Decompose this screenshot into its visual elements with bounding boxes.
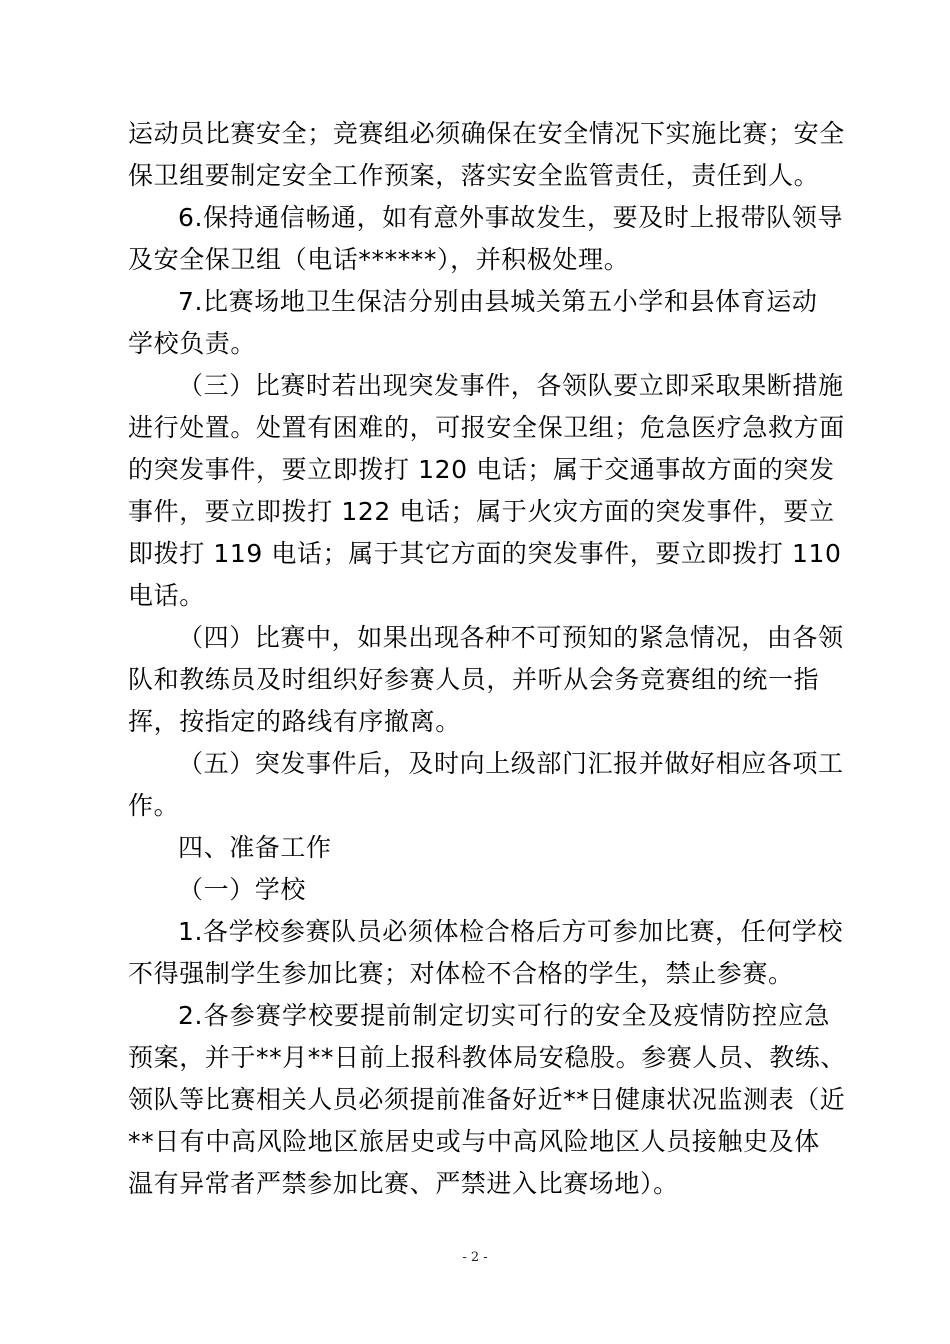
page-number: - 2 - (462, 1250, 488, 1265)
paragraph-line: 进行处置。处置有困难的，可报安全保卫组；危急医疗急救方面 (128, 413, 845, 442)
paragraph-line: **日有中高风险地区旅居史或与中高风险地区人员接触史及体 (128, 1127, 820, 1156)
paragraph-line: （五）突发事件后，及时向上级部门汇报并做好相应各项工 (178, 749, 844, 778)
paragraph-line: 保卫组要制定安全工作预案，落实安全监管责任，责任到人。 (128, 161, 820, 190)
paragraph-line: 7.比赛场地卫生保洁分别由县城关第五小学和县体育运动 (178, 287, 818, 316)
paragraph-line: 即拨打 119 电话；属于其它方面的突发事件，要立即拨打 110 (128, 539, 842, 568)
section-heading: 四、准备工作 (178, 833, 332, 862)
paragraph-line: 事件，要立即拨打 122 电话；属于火灾方面的突发事件，要立 (128, 497, 835, 526)
paragraph-line: （三）比赛时若出现突发事件，各领队要立即采取果断措施 (178, 371, 844, 400)
paragraph-line: 挥，按指定的路线有序撤离。 (128, 707, 461, 736)
paragraph-line: 1.各学校参赛队员必须体检合格后方可参加比赛，任何学校 (178, 917, 844, 946)
paragraph-line: 不得强制学生参加比赛；对体检不合格的学生，禁止参赛。 (128, 959, 794, 988)
paragraph-line: 6.保持通信畅通，如有意外事故发生，要及时上报带队领导 (178, 203, 844, 232)
paragraph-line: 作。 (128, 791, 180, 820)
paragraph-line: 领队等比赛相关人员必须提前准备好近**日健康状况监测表（近 (128, 1085, 846, 1114)
paragraph-line: 的突发事件，要立即拨打 120 电话；属于交通事故方面的突发 (128, 455, 835, 484)
paragraph-line: 队和教练员及时组织好参赛人员，并听从会务竞赛组的统一指 (128, 665, 820, 694)
paragraph-line: 运动员比赛安全；竞赛组必须确保在安全情况下实施比赛；安全 (128, 119, 845, 148)
paragraph-line: （四）比赛中，如果出现各种不可预知的紧急情况，由各领 (178, 623, 844, 652)
paragraph-line: 电话。 (128, 581, 205, 610)
paragraph-line: 学校负责。 (128, 329, 257, 358)
paragraph-line: 预案，并于**月**日前上报科教体局安稳股。参赛人员、教练、 (128, 1043, 847, 1072)
paragraph-line: 2.各参赛学校要提前制定切实可行的安全及疫情防控应急 (178, 1001, 830, 1030)
paragraph-line: 及安全保卫组（电话******），并积极处理。 (128, 245, 630, 274)
paragraph-line: 温有异常者严禁参加比赛、严禁进入比赛场地）。 (128, 1169, 679, 1198)
subsection-heading: （一）学校 (178, 875, 307, 904)
